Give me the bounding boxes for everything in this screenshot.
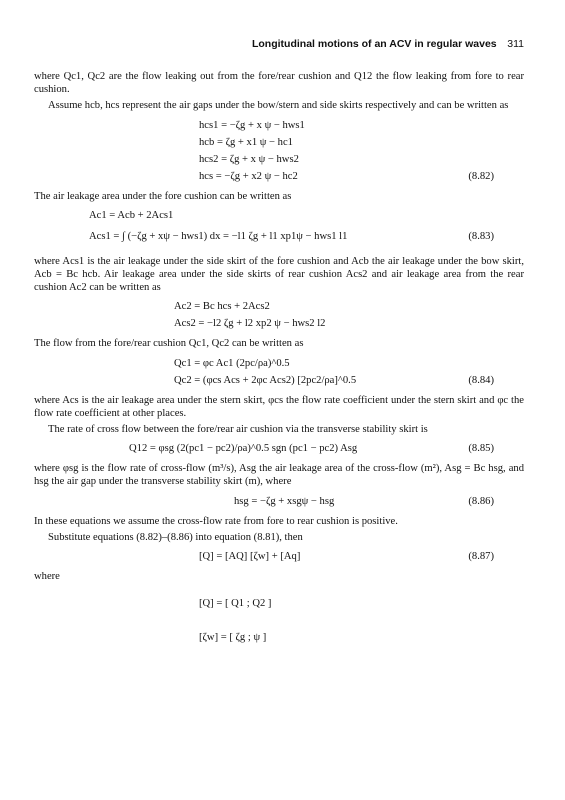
equation-group-8-83 — [34, 207, 524, 250]
equation: Acs1 = ∫ (−ζg + xψ − hws1) dx = −l1 ζg + l1 xp1ψ − hws1 l1 — [89, 230, 348, 242]
paragraph: The flow from the fore/rear cushion Qc1, Qc2 can be written as — [34, 338, 304, 350]
equation-number: (8.84) — [468, 374, 494, 386]
equation-number: (8.82) — [468, 170, 494, 182]
page-number: 311 — [507, 38, 524, 50]
equation: Qc1 = φc Ac1 (2pc/ρa)^0.5 — [174, 357, 290, 369]
equation-group-8-85 — [34, 440, 524, 457]
equation-group-8-86 — [34, 493, 524, 510]
equation-number: (8.85) — [468, 443, 494, 455]
paragraph: Assume hcb, hcs represent the air gaps under the bow/stern and side skirts respectively and can be written as — [48, 100, 509, 112]
paragraph: where Acs is the air leakage area under the stern skirt, φcs the flow rate coefficient under the stern skirt and φc the flow rate coefficient at other places. — [34, 394, 524, 419]
paragraph: Substitute equations (8.82)–(8.86) into equation (8.81), then — [48, 531, 303, 543]
equation: hcs = −ζg + x2 ψ − hc2 — [199, 170, 298, 182]
equation: Q12 = φsg (2(pc1 − pc2)/ρa)^0.5 sgn (pc1 − pc2) Asg — [129, 443, 358, 455]
running-head-title: Longitudinal motions of an ACV in regular waves — [251, 38, 497, 50]
equation-group-matrices — [34, 587, 524, 655]
paragraph: The air leakage area under the fore cushion can be written as — [34, 190, 292, 202]
equation: Acs2 = −l2 ζg + l2 xp2 ψ − hws2 l2 — [174, 318, 326, 330]
equation: hcb = ζg + x1 ψ − hc1 — [199, 136, 293, 148]
equation: Ac2 = Bc hcs + 2Acs2 — [174, 301, 270, 313]
equation: hcs2 = ζg + x ψ − hws2 — [199, 153, 299, 165]
page-body — [34, 70, 524, 660]
equation: hcs1 = −ζg + x ψ − hws1 — [199, 119, 305, 131]
equation-number: (8.83) — [468, 230, 494, 242]
equation: Ac1 = Acb + 2Acs1 — [89, 209, 174, 221]
equation-group-8-82 — [34, 117, 524, 185]
running-head — [34, 38, 524, 52]
paragraph: The rate of cross flow between the fore/rear air cushion via the transverse stability skirt is — [48, 424, 428, 436]
paragraph: where φsg is the flow rate of cross-flow (m³/s), Asg the air leakage area of the cross-flow (m²), Asg = Bc hsg, and hsg the air gap under the transverse stability skirt (m), where — [34, 463, 524, 488]
equation-number: (8.87) — [468, 551, 494, 563]
equation-group-acs2 — [34, 298, 524, 332]
paragraph: where — [34, 571, 60, 583]
paragraph: In these equations we assume the cross-flow rate from fore to rear cushion is positive. — [34, 515, 398, 527]
paragraph: where Acs1 is the air leakage under the side skirt of the fore cushion and Acb the air leakage under the bow skirt, Acb = Bc hcb. Air leakage area under the side skirts of rear cushion Acs2 and air leakage area from the rear cushion Ac2 can be written as — [34, 255, 524, 294]
matrix-equation: [Q] = [ Q1 ; Q2 ] — [199, 598, 272, 610]
equation-group-8-87 — [34, 548, 524, 565]
paragraph: where Qc1, Qc2 are the flow leaking out from the fore/rear cushion and Q12 the flow leaking from fore to rear cushion. — [34, 71, 524, 96]
equation: [Q] = [AQ] [ζw] + [Aq] — [199, 551, 301, 563]
equation: Qc2 = (φcs Acs + 2φc Acs2) [2pc2/ρa]^0.5 — [174, 374, 357, 386]
matrix-equation: [ζw] = [ ζg ; ψ ] — [199, 632, 267, 644]
equation-number: (8.86) — [468, 495, 494, 507]
equation: hsg = −ζg + xsgψ − hsg — [234, 495, 335, 507]
equation-group-8-84 — [34, 355, 524, 389]
